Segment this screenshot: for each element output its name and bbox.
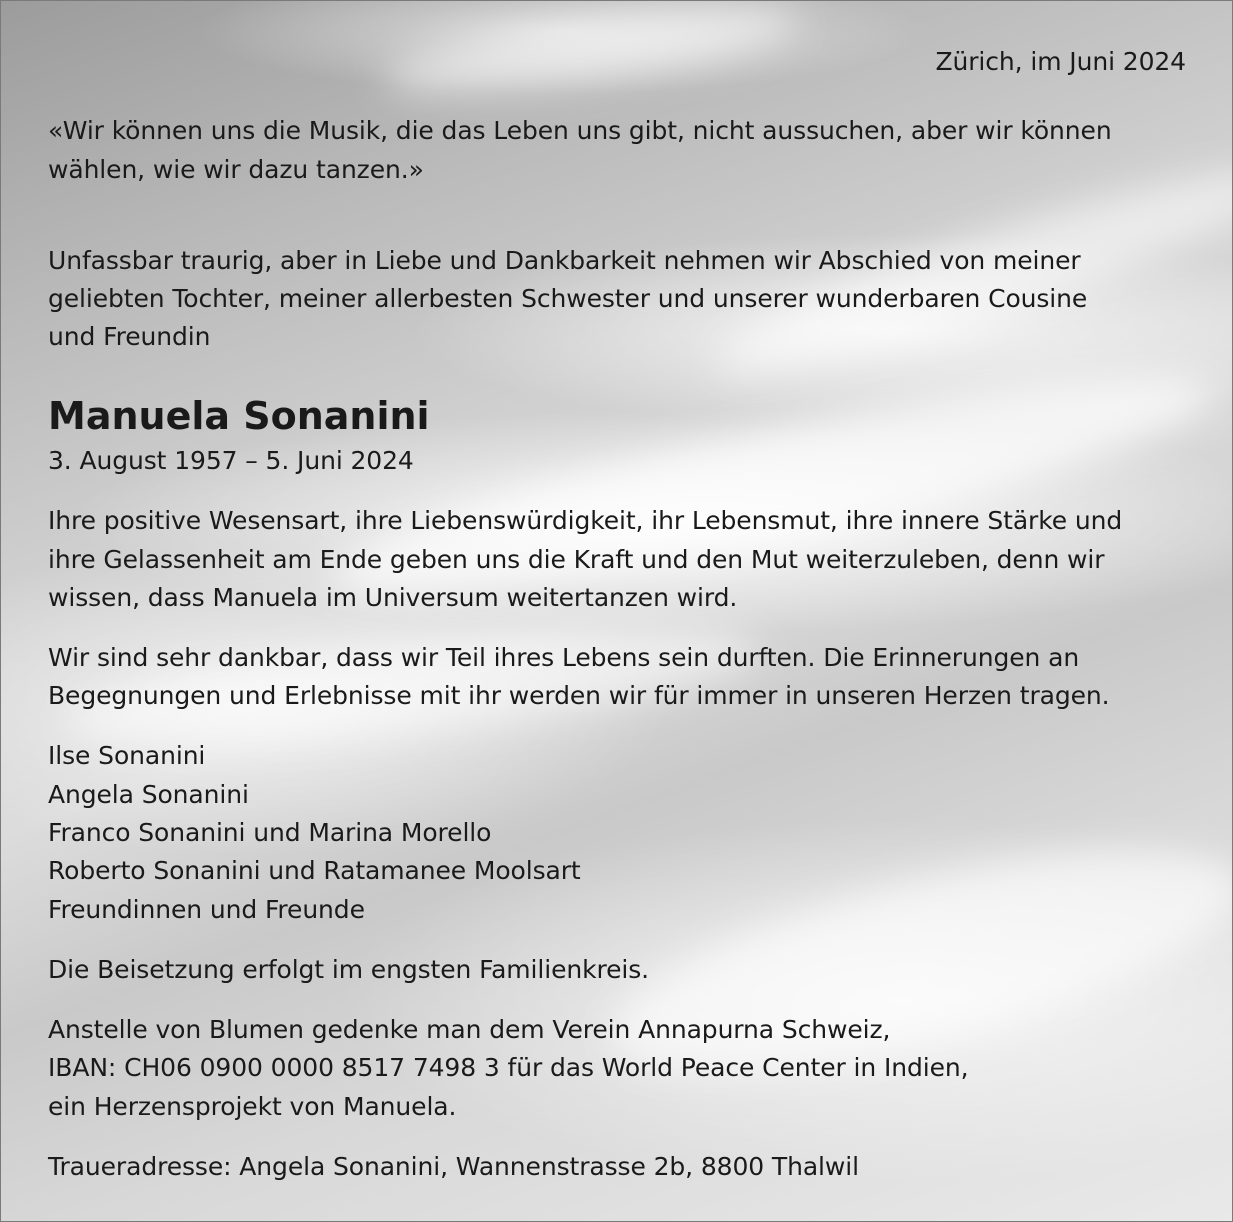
- quote-line: «Wir können uns die Musik, die das Leben uns gibt, nicht aussuchen, aber wir können: [48, 116, 1112, 145]
- life-dates: 3. August 1957 – 5. Juni 2024: [48, 446, 414, 475]
- mourner-name: Freundinnen und Freunde: [48, 895, 365, 924]
- paragraph-line: ihre Gelassenheit am Ende geben uns die Kraft und den Mut weiterzuleben, denn wir: [48, 545, 1105, 574]
- paragraph-line: Begegnungen und Erlebnisse mit ihr werden wir für immer in unseren Herzen tragen.: [48, 681, 1110, 710]
- quote-line: wählen, wie wir dazu tanzen.»: [48, 155, 424, 184]
- paragraph-line: Ihre positive Wesensart, ihre Liebenswürdigkeit, ihr Lebensmut, ihre innere Stärke und: [48, 506, 1123, 535]
- mourner-name: Roberto Sonanini und Ratamanee Moolsart: [48, 856, 581, 885]
- paragraph-line: Wir sind sehr dankbar, dass wir Teil ihres Lebens sein durften. Die Erinnerungen an: [48, 643, 1080, 672]
- intro-line: und Freundin: [48, 322, 211, 351]
- deceased-name: Manuela Sonanini: [48, 394, 430, 438]
- place-date: Zürich, im Juni 2024: [935, 47, 1186, 76]
- mourner-name: Franco Sonanini und Marina Morello: [48, 818, 492, 847]
- obituary-text: [1, 1, 1232, 1221]
- donation-line: ein Herzensprojekt von Manuela.: [48, 1092, 457, 1121]
- mourner-name: Angela Sonanini: [48, 780, 249, 809]
- intro-line: Unfassbar traurig, aber in Liebe und Dankbarkeit nehmen wir Abschied von meiner: [48, 246, 1081, 275]
- mourner-name: Ilse Sonanini: [48, 741, 206, 770]
- donation-line: Anstelle von Blumen gedenke man dem Verein Annapurna Schweiz,: [48, 1015, 891, 1044]
- mourning-address: Traueradresse: Angela Sonanini, Wannenstrasse 2b, 8800 Thalwil: [48, 1152, 859, 1181]
- donation-line: IBAN: CH06 0900 0000 8517 7498 3 für das World Peace Center in Indien,: [48, 1053, 969, 1082]
- intro-line: geliebten Tochter, meiner allerbesten Schwester und unserer wunderbaren Cousine: [48, 284, 1088, 313]
- burial-note: Die Beisetzung erfolgt im engsten Familienkreis.: [48, 955, 650, 984]
- paragraph-line: wissen, dass Manuela im Universum weitertanzen wird.: [48, 583, 738, 612]
